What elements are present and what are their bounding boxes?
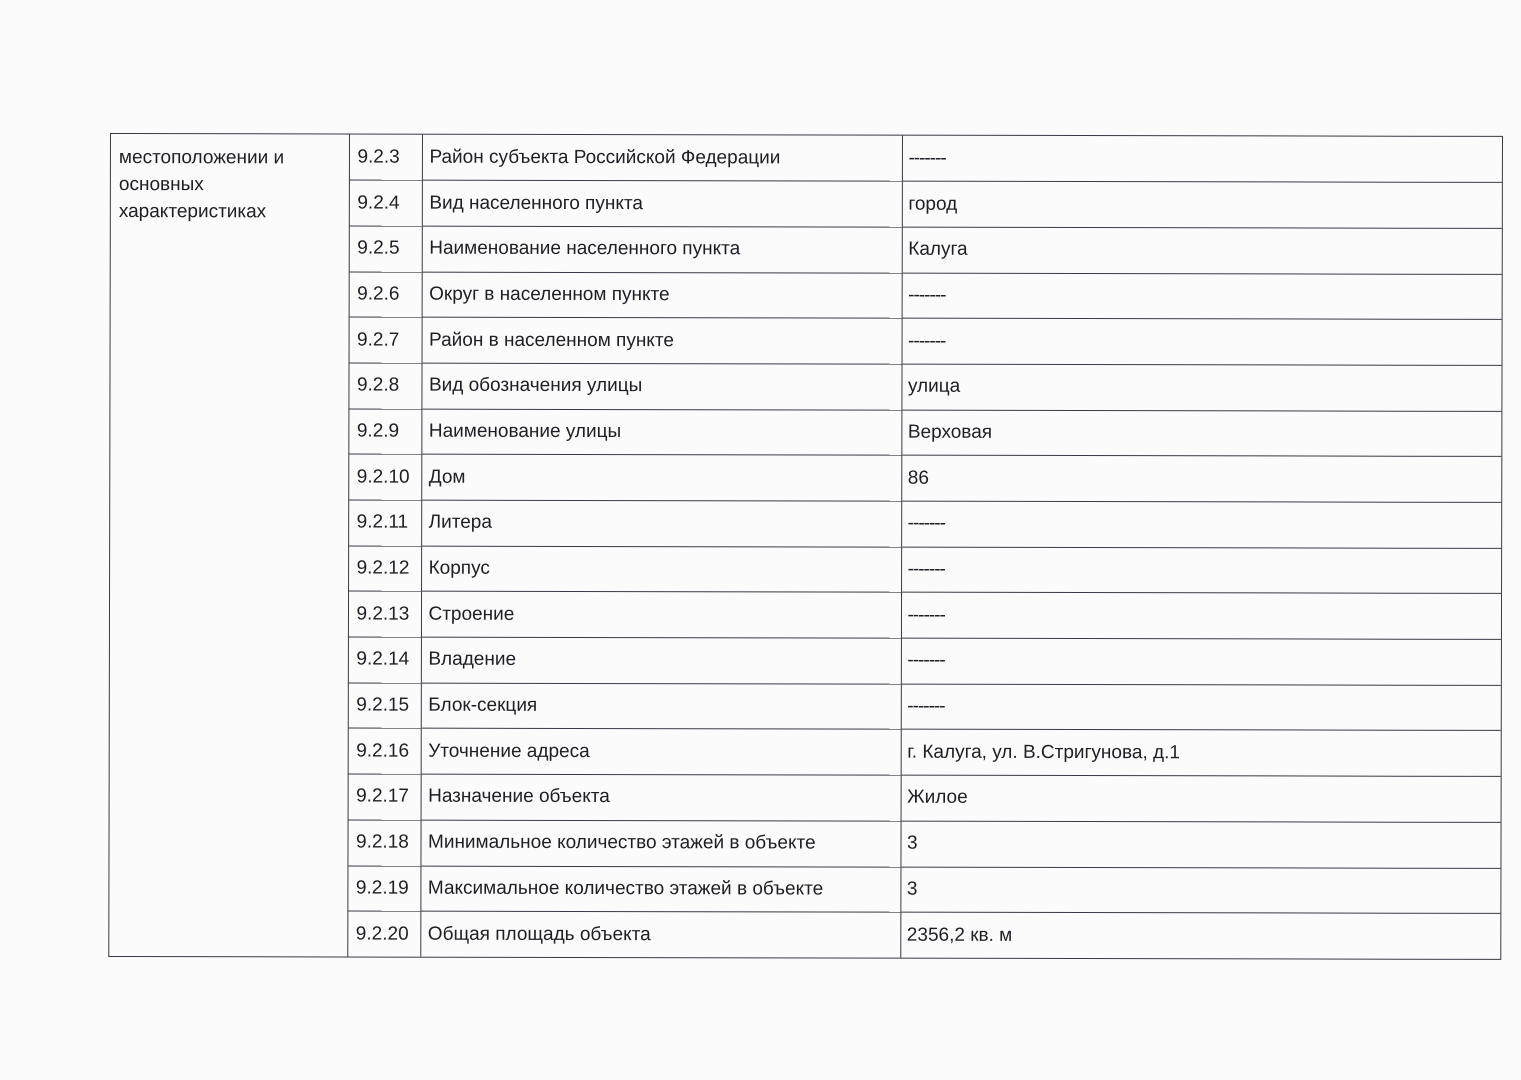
row-label: Блок-секция	[421, 683, 901, 730]
row-label: Назначение объекта	[421, 774, 901, 821]
row-value: -------	[901, 684, 1501, 731]
row-number: 9.2.20	[347, 911, 420, 957]
row-label: Наименование населенного пункта	[422, 226, 902, 273]
table-row	[111, 134, 1502, 183]
row-number: 9.2.17	[348, 774, 421, 820]
row-value: -------	[902, 136, 1502, 183]
row-value: -------	[901, 547, 1501, 594]
row-number: 9.2.11	[348, 500, 421, 546]
row-number: 9.2.5	[349, 226, 422, 272]
row-value: Жилое	[901, 775, 1501, 822]
row-label: Литера	[421, 500, 901, 547]
row-value: -------	[901, 593, 1501, 640]
row-number: 9.2.4	[349, 180, 422, 226]
row-value: -------	[902, 318, 1502, 365]
document-table-frame	[108, 133, 1503, 960]
row-value: -------	[901, 638, 1501, 685]
row-number: 9.2.6	[349, 272, 422, 318]
row-label: Владение	[421, 637, 901, 684]
row-number: 9.2.18	[347, 820, 420, 866]
row-number: 9.2.7	[349, 317, 422, 363]
row-label: Вид населенного пункта	[422, 180, 902, 227]
row-number: 9.2.14	[348, 637, 421, 683]
row-label: Вид обозначения улицы	[421, 363, 901, 410]
row-number: 9.2.15	[348, 683, 421, 729]
row-number: 9.2.3	[349, 135, 422, 181]
row-label: Минимальное количество этажей в объекте	[420, 820, 900, 867]
row-value: -------	[902, 273, 1502, 320]
row-value: город	[902, 181, 1502, 228]
row-value: -------	[901, 501, 1501, 548]
row-label: Район субъекта Российской Федерации	[422, 135, 902, 182]
row-label: Корпус	[421, 546, 901, 593]
row-label: Общая площадь объекта	[420, 911, 900, 958]
row-label: Строение	[421, 592, 901, 639]
row-value: улица	[901, 364, 1501, 411]
row-number: 9.2.10	[348, 454, 421, 500]
row-label: Уточнение адреса	[421, 729, 901, 776]
row-value: 2356,2 кв. м	[900, 912, 1500, 959]
row-label: Максимальное количество этажей в объекте	[420, 866, 900, 913]
row-label: Дом	[421, 454, 901, 501]
row-value: 86	[901, 455, 1501, 502]
row-value: Калуга	[902, 227, 1502, 274]
table-body	[109, 134, 1502, 959]
row-label: Наименование улицы	[421, 409, 901, 456]
row-value: 3	[900, 867, 1500, 914]
row-number: 9.2.9	[348, 409, 421, 455]
row-number: 9.2.16	[348, 728, 421, 774]
row-number: 9.2.19	[347, 865, 420, 911]
section-label: местоположении и основных характеристиках	[109, 134, 349, 957]
row-number: 9.2.8	[348, 363, 421, 409]
row-value: г. Калуга, ул. В.Стригунова, д.1	[901, 730, 1501, 777]
row-label: Округ в населенном пункте	[422, 272, 902, 319]
row-number: 9.2.13	[348, 591, 421, 637]
row-value: Верховая	[901, 410, 1501, 457]
row-number: 9.2.12	[348, 546, 421, 592]
row-value: 3	[900, 821, 1500, 868]
row-label: Район в населенном пункте	[422, 317, 902, 364]
address-characteristics-table	[109, 134, 1502, 959]
